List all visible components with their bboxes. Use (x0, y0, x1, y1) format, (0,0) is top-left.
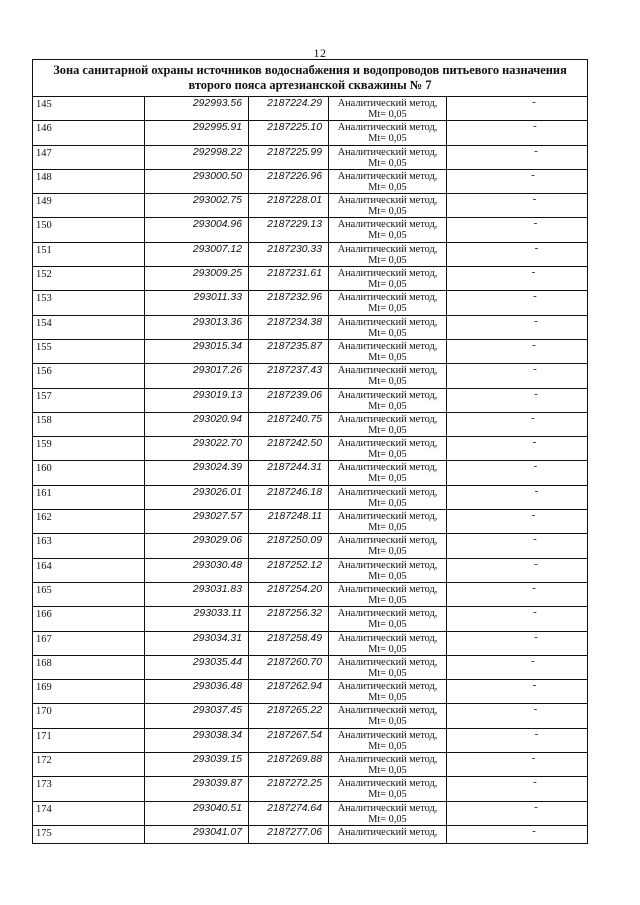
y-coordinate-cell: 2187234.38 (249, 316, 329, 339)
point-number-cell: 147 (33, 146, 145, 169)
table-row (33, 146, 587, 170)
accuracy-value: Mt= 0,05 (368, 157, 407, 169)
table-row (33, 97, 587, 121)
x-coordinate-cell: 293017.26 (145, 364, 249, 387)
error-cell: - (533, 607, 537, 619)
table-row (33, 510, 587, 534)
point-number-cell: 172 (33, 753, 145, 776)
table-title-line-1: Зона санитарной охраны источников водоснабжения и водопроводов питьевого назначения (53, 63, 567, 77)
accuracy-value: Mt= 0,05 (368, 473, 407, 485)
accuracy-value: Mt= 0,05 (368, 789, 407, 801)
x-coordinate-cell: 293015.34 (145, 340, 249, 363)
x-coordinate-cell: 293004.96 (145, 218, 249, 241)
x-coordinate-cell: 293007.12 (145, 243, 249, 266)
method-cell (329, 170, 447, 193)
table-row (33, 534, 587, 558)
y-coordinate-cell: 2187224.29 (249, 97, 329, 120)
method-cell (329, 583, 447, 606)
method-label: Аналитический метод, (337, 535, 438, 547)
accuracy-value: Mt= 0,05 (368, 230, 407, 242)
method-cell (329, 826, 447, 843)
error-cell: - (534, 242, 539, 254)
accuracy-value: Mt= 0,05 (368, 254, 407, 266)
error-cell: - (533, 218, 538, 230)
accuracy-value: Mt= 0,05 (368, 181, 407, 193)
method-label: Аналитический метод, (337, 754, 438, 766)
method-cell (329, 121, 447, 144)
accuracy-value: Mt= 0,05 (368, 327, 407, 339)
table-row (33, 194, 587, 218)
method-cell (329, 316, 447, 339)
method-cell (329, 704, 447, 727)
method-cell (329, 680, 447, 703)
accuracy-value: Mt= 0,05 (368, 667, 407, 679)
method-label: Аналитический метод, (337, 438, 438, 450)
x-coordinate-cell: 292998.22 (145, 146, 249, 169)
method-cell (329, 413, 447, 436)
point-number-cell: 173 (33, 777, 145, 800)
method-cell (329, 753, 447, 776)
table-row (33, 729, 587, 753)
error-cell: - (533, 364, 537, 376)
y-coordinate-cell: 2187244.31 (249, 461, 329, 484)
accuracy-value: Mt= 0,05 (368, 206, 407, 218)
error-cell: - (534, 145, 538, 157)
method-cell (329, 243, 447, 266)
point-number-cell: 150 (33, 218, 145, 241)
accuracy-value: Mt= 0,05 (368, 497, 407, 509)
table-row (33, 437, 587, 461)
table-row (33, 802, 587, 826)
x-coordinate-cell: 293013.36 (145, 316, 249, 339)
x-coordinate-cell: 293039.87 (145, 777, 249, 800)
table-row (33, 777, 587, 801)
table-row (33, 583, 587, 607)
point-number-cell: 166 (33, 607, 145, 630)
method-cell (329, 777, 447, 800)
y-coordinate-cell: 2187250.09 (249, 534, 329, 557)
accuracy-value: Mt= 0,05 (368, 813, 407, 825)
method-cell (329, 97, 447, 120)
x-coordinate-cell: 293031.83 (145, 583, 249, 606)
accuracy-value: Mt= 0,05 (368, 133, 407, 145)
point-number-cell: 165 (33, 583, 145, 606)
y-coordinate-cell: 2187269.88 (249, 753, 329, 776)
error-cell: - (534, 801, 538, 813)
y-coordinate-cell: 2187246.18 (249, 486, 329, 509)
method-label: Аналитический метод, (337, 511, 438, 523)
accuracy-value: Mt= 0,05 (368, 643, 407, 655)
y-coordinate-cell: 2187242.50 (249, 437, 329, 460)
table-row (33, 826, 587, 843)
x-coordinate-cell: 293002.75 (145, 194, 249, 217)
error-cell: - (534, 631, 538, 643)
method-label: Аналитический метод, (337, 656, 438, 668)
y-coordinate-cell: 2187272.25 (249, 777, 329, 800)
point-number-cell: 160 (33, 461, 145, 484)
accuracy-value: Mt= 0,05 (368, 424, 407, 436)
x-coordinate-cell: 293039.15 (145, 753, 249, 776)
point-number-cell: 174 (33, 802, 145, 825)
x-coordinate-cell: 293027.57 (145, 510, 249, 533)
table-row (33, 218, 587, 242)
y-coordinate-cell: 2187258.49 (249, 632, 329, 655)
error-cell: - (533, 121, 537, 133)
error-cell: - (532, 582, 536, 594)
table-row (33, 680, 587, 704)
accuracy-value: Mt= 0,05 (368, 376, 407, 388)
method-cell (329, 364, 447, 387)
method-cell (329, 559, 447, 582)
error-cell: - (532, 194, 537, 206)
table-row (33, 486, 587, 510)
x-coordinate-cell: 292995.91 (145, 121, 249, 144)
accuracy-value: Mt= 0,05 (368, 546, 407, 558)
y-coordinate-cell: 2187229.13 (249, 218, 329, 241)
method-label: Аналитический метод, (337, 268, 438, 280)
error-cell: - (534, 388, 538, 400)
y-coordinate-cell: 2187230.33 (249, 243, 329, 266)
x-coordinate-cell: 293040.51 (145, 802, 249, 825)
table-row (33, 413, 587, 437)
method-label: Аналитический метод, (337, 122, 438, 134)
page-number: 12 (313, 46, 327, 60)
x-coordinate-cell: 293038.34 (145, 729, 249, 752)
table-row (33, 753, 587, 777)
method-label: Аналитический метод, (337, 146, 438, 158)
y-coordinate-cell: 2187248.11 (249, 510, 329, 533)
y-coordinate-cell: 2187277.06 (249, 826, 329, 843)
error-cell: - (534, 728, 539, 740)
table-row (33, 170, 587, 194)
table-row (33, 607, 587, 631)
error-cell: - (532, 825, 536, 837)
x-coordinate-cell: 293019.13 (145, 389, 249, 412)
method-cell (329, 340, 447, 363)
x-coordinate-cell: 293041.07 (145, 826, 249, 843)
error-cell: - (534, 315, 538, 327)
x-coordinate-cell: 292993.56 (145, 97, 249, 120)
table-row (33, 461, 587, 485)
point-number-cell: 163 (33, 534, 145, 557)
method-cell (329, 534, 447, 557)
method-label: Аналитический метод, (337, 705, 438, 717)
error-cell: - (532, 339, 536, 351)
method-label: Аналитический метод, (337, 462, 438, 474)
accuracy-value: Mt= 0,05 (368, 692, 407, 704)
table-row (33, 121, 587, 145)
error-cell: - (534, 485, 539, 497)
table-row (33, 656, 587, 680)
method-cell (329, 194, 447, 217)
accuracy-value: Mt= 0,05 (368, 279, 407, 291)
accuracy-value: Mt= 0,05 (368, 351, 407, 363)
table-row (33, 243, 587, 267)
error-cell: - (533, 777, 537, 789)
method-label: Аналитический метод, (337, 583, 438, 595)
method-label: Аналитический метод, (337, 389, 438, 401)
x-coordinate-cell: 293000.50 (145, 170, 249, 193)
method-label: Аналитический метод, (337, 340, 438, 352)
accuracy-value: Mt= 0,05 (368, 570, 407, 582)
method-cell (329, 510, 447, 533)
y-coordinate-cell: 2187254.20 (249, 583, 329, 606)
method-label: Аналитический метод, (337, 802, 438, 814)
table-row (33, 316, 587, 340)
method-label: Аналитический метод, (337, 559, 438, 571)
point-number-cell: 149 (33, 194, 145, 217)
y-coordinate-cell: 2187225.10 (249, 121, 329, 144)
method-cell (329, 486, 447, 509)
point-number-cell: 156 (33, 364, 145, 387)
x-coordinate-cell: 293030.48 (145, 559, 249, 582)
table-row (33, 632, 587, 656)
accuracy-value: Mt= 0,05 (368, 765, 407, 777)
method-label: Аналитический метод, (337, 195, 438, 207)
accuracy-value: Mt= 0,05 (368, 522, 407, 534)
method-cell (329, 218, 447, 241)
method-label: Аналитический метод, (337, 98, 438, 109)
table-row (33, 267, 587, 291)
point-number-cell: 169 (33, 680, 145, 703)
method-label: Аналитический метод, (337, 608, 438, 620)
x-coordinate-cell: 293035.44 (145, 656, 249, 679)
y-coordinate-cell: 2187239.06 (249, 389, 329, 412)
y-coordinate-cell: 2187267.54 (249, 729, 329, 752)
y-coordinate-cell: 2187265.22 (249, 704, 329, 727)
y-coordinate-cell: 2187252.12 (249, 559, 329, 582)
point-number-cell: 167 (33, 632, 145, 655)
accuracy-value: Mt= 0,05 (368, 400, 407, 412)
point-number-cell: 151 (33, 243, 145, 266)
point-number-cell: 158 (33, 413, 145, 436)
point-number-cell: 171 (33, 729, 145, 752)
method-cell (329, 656, 447, 679)
point-number-cell: 153 (33, 291, 145, 314)
point-number-cell: 164 (33, 559, 145, 582)
x-coordinate-cell: 293033.11 (145, 607, 249, 630)
error-cell: - (533, 461, 538, 473)
point-number-cell: 161 (33, 486, 145, 509)
method-cell (329, 146, 447, 169)
method-label: Аналитический метод, (337, 729, 438, 741)
y-coordinate-cell: 2187262.94 (249, 680, 329, 703)
x-coordinate-cell: 293029.06 (145, 534, 249, 557)
accuracy-value: Mt= 0,05 (368, 619, 407, 631)
accuracy-value: Mt= 0,05 (368, 716, 407, 728)
x-coordinate-cell: 293020.94 (145, 413, 249, 436)
point-number-cell: 168 (33, 656, 145, 679)
y-coordinate-cell: 2187231.61 (249, 267, 329, 290)
y-coordinate-cell: 2187240.75 (249, 413, 329, 436)
point-number-cell: 155 (33, 340, 145, 363)
method-label: Аналитический метод, (337, 778, 438, 790)
error-cell: - (533, 704, 538, 716)
method-label: Аналитический метод, (337, 316, 438, 328)
error-cell: - (532, 437, 537, 449)
table-row (33, 704, 587, 728)
error-cell: - (534, 558, 538, 570)
x-coordinate-cell: 293034.31 (145, 632, 249, 655)
x-coordinate-cell: 293009.25 (145, 267, 249, 290)
x-coordinate-cell: 293022.70 (145, 437, 249, 460)
x-coordinate-cell: 293036.48 (145, 680, 249, 703)
x-coordinate-cell: 293024.39 (145, 461, 249, 484)
table-title-line-2: второго пояса артезианской скважины № 7 (188, 78, 432, 92)
method-label: Аналитический метод, (337, 632, 438, 644)
accuracy-value: Mt= 0,05 (368, 109, 407, 120)
point-number-cell: 159 (33, 437, 145, 460)
method-cell (329, 632, 447, 655)
method-cell (329, 267, 447, 290)
y-coordinate-cell: 2187274.64 (249, 802, 329, 825)
x-coordinate-cell: 293026.01 (145, 486, 249, 509)
error-cell: - (531, 753, 536, 765)
error-cell: - (531, 267, 536, 279)
y-coordinate-cell: 2187232.96 (249, 291, 329, 314)
y-coordinate-cell: 2187237.43 (249, 364, 329, 387)
point-number-cell: 162 (33, 510, 145, 533)
y-coordinate-cell: 2187226.96 (249, 170, 329, 193)
table-row (33, 559, 587, 583)
method-label: Аналитический метод, (337, 292, 438, 304)
method-label: Аналитический метод, (337, 365, 438, 377)
method-label: Аналитический метод, (337, 413, 438, 425)
method-cell (329, 802, 447, 825)
point-number-cell: 148 (33, 170, 145, 193)
point-number-cell: 154 (33, 316, 145, 339)
point-number-cell: 170 (33, 704, 145, 727)
method-label: Аналитический метод, (337, 486, 438, 498)
y-coordinate-cell: 2187228.01 (249, 194, 329, 217)
table-body (33, 97, 587, 843)
method-cell (329, 607, 447, 630)
table-row (33, 340, 587, 364)
method-label: Аналитический метод, (337, 243, 438, 255)
method-cell (329, 729, 447, 752)
coordinates-table (32, 59, 588, 844)
accuracy-value: Mt= 0,05 (368, 740, 407, 752)
table-title (33, 60, 587, 97)
y-coordinate-cell: 2187256.32 (249, 607, 329, 630)
table-row (33, 389, 587, 413)
error-cell: - (531, 655, 535, 667)
method-label: Аналитический метод, (337, 170, 438, 182)
method-label: Аналитический метод, (337, 681, 438, 693)
y-coordinate-cell: 2187260.70 (249, 656, 329, 679)
method-cell (329, 437, 447, 460)
method-cell (329, 389, 447, 412)
x-coordinate-cell: 293011.33 (145, 291, 249, 314)
method-label: Аналитический метод, (337, 219, 438, 231)
y-coordinate-cell: 2187225.99 (249, 146, 329, 169)
error-cell: - (531, 169, 535, 181)
point-number-cell: 145 (33, 97, 145, 120)
error-cell: - (531, 412, 535, 424)
error-cell: - (531, 510, 536, 522)
point-number-cell: 152 (33, 267, 145, 290)
error-cell: - (533, 534, 537, 546)
accuracy-value: Mt= 0,05 (368, 594, 407, 606)
accuracy-value: Mt= 0,05 (368, 449, 407, 461)
table-row (33, 364, 587, 388)
error-cell: - (532, 680, 537, 692)
y-coordinate-cell: 2187235.87 (249, 340, 329, 363)
method-cell (329, 291, 447, 314)
point-number-cell: 157 (33, 389, 145, 412)
method-label: Аналитический метод, (337, 826, 438, 838)
error-cell: - (532, 97, 536, 108)
point-number-cell: 175 (33, 826, 145, 843)
x-coordinate-cell: 293037.45 (145, 704, 249, 727)
method-cell (329, 461, 447, 484)
point-number-cell: 146 (33, 121, 145, 144)
error-cell: - (533, 291, 537, 303)
accuracy-value: Mt= 0,05 (368, 303, 407, 315)
table-row (33, 291, 587, 315)
